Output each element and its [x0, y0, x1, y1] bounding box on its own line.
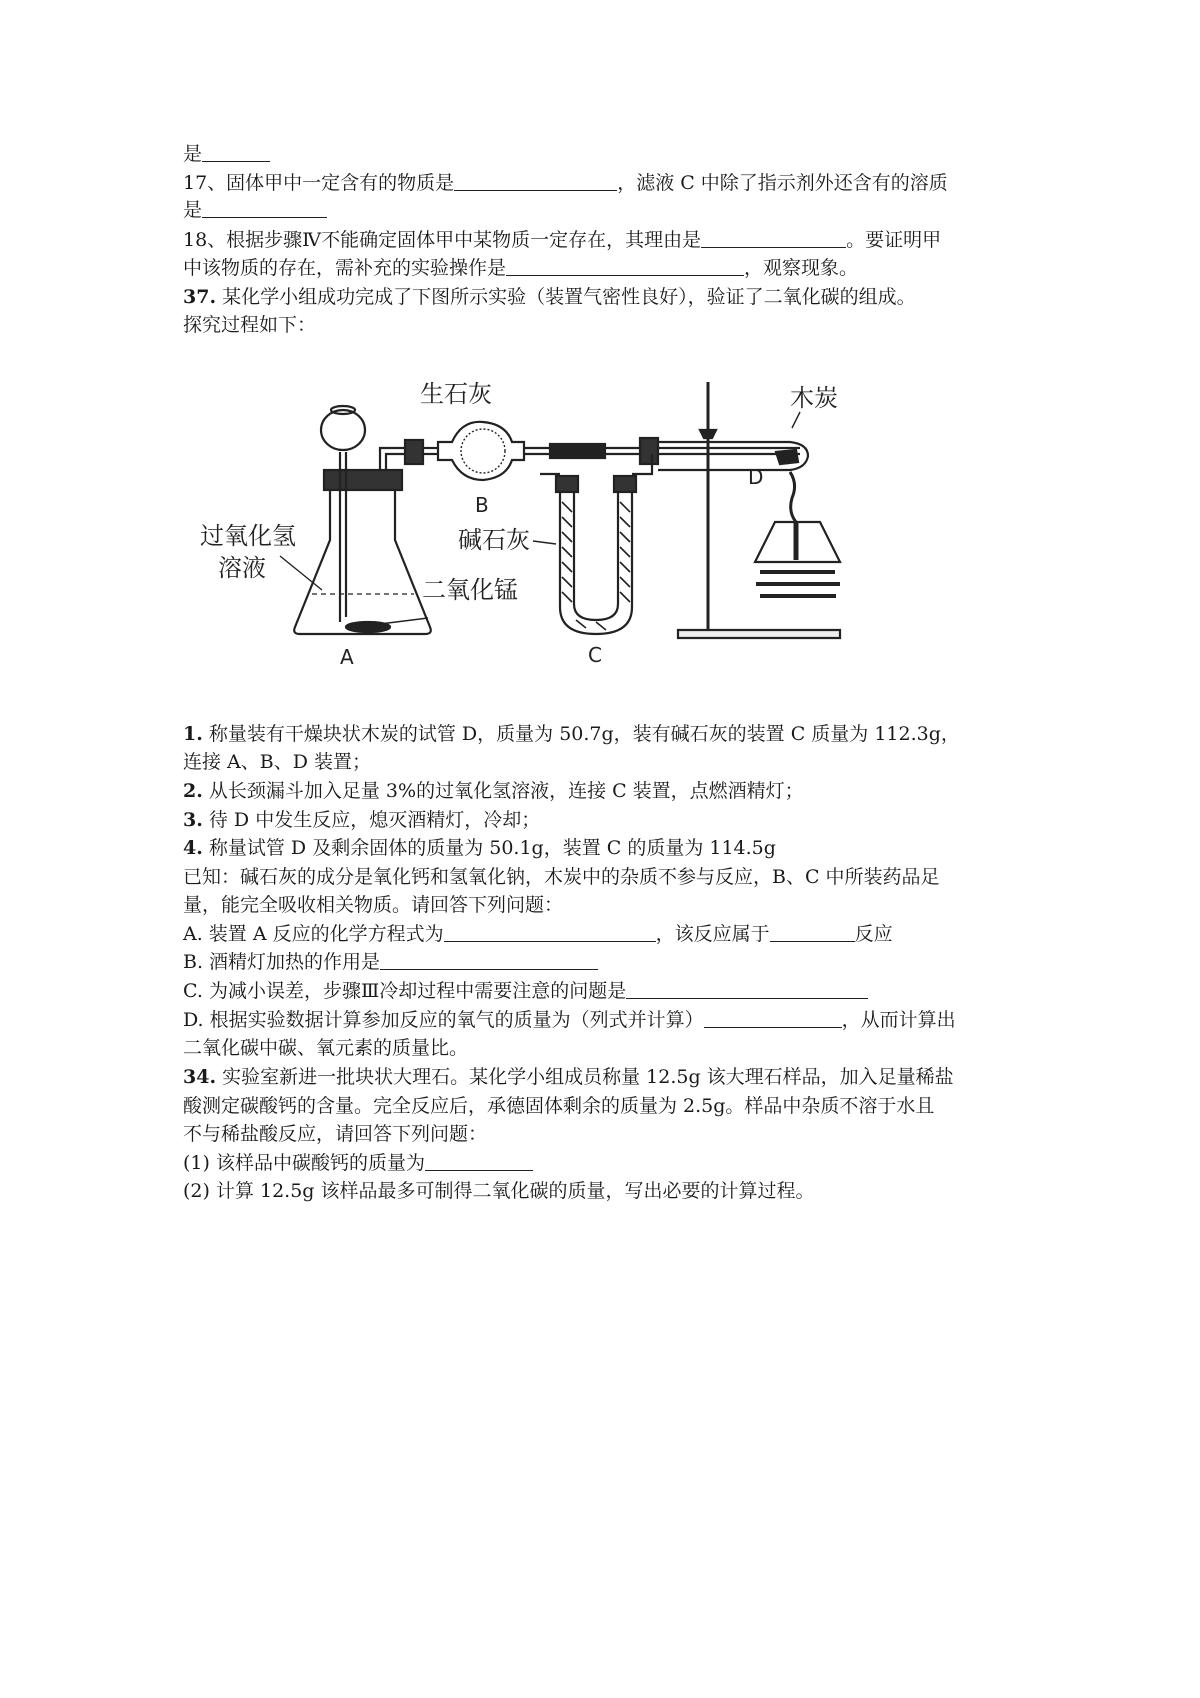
label-b: B	[475, 493, 489, 517]
line-q34-p2	[183, 1179, 815, 1203]
answer-blank[interactable]	[506, 257, 744, 276]
answer-blank[interactable]	[202, 143, 270, 162]
line-q18-cont	[183, 256, 858, 280]
line-q18	[183, 228, 941, 252]
line-qa	[183, 922, 893, 946]
answer-blank[interactable]	[770, 923, 855, 942]
text: ，观察现象。	[744, 257, 859, 279]
drying-tube-b	[438, 422, 524, 480]
step-number: 4.	[183, 837, 203, 859]
text: 称量试管 D 及剩余固体的质量为 50.1g，装置 C 的质量为 114.5g	[202, 837, 776, 859]
text: 称量装有干燥块状木炭的试管 D，质量为 50.7g，装有碱石灰的装置 C 质量为 112.3g，	[202, 723, 960, 745]
line-step1-cont	[183, 750, 371, 774]
text: 已知：碱石灰的成分是氧化钙和氢氧化钠，木炭中的杂质不参与反应，B、C 中所装药品足	[183, 866, 940, 888]
text: 待 D 中发生反应，熄灭酒精灯，冷却；	[202, 809, 541, 831]
answer-blank[interactable]	[202, 199, 327, 218]
text: 中该物质的存在，需补充的实验操作是	[183, 257, 507, 279]
line-step4	[183, 836, 776, 860]
line-qc	[183, 979, 868, 1003]
answer-blank[interactable]	[380, 951, 598, 970]
question-number: 34.	[183, 1066, 217, 1088]
text: 17、固体甲中一定含有的物质是	[183, 172, 455, 194]
line-q37-cont	[183, 313, 316, 337]
conical-flask-a	[294, 487, 431, 634]
line-step3	[183, 808, 540, 832]
quicklime-granules	[461, 429, 505, 473]
label-soda-lime: 碱石灰	[458, 526, 530, 554]
step-number: 3.	[183, 809, 203, 831]
answer-blank[interactable]	[425, 1152, 533, 1171]
clamp-screw	[700, 430, 716, 438]
line-q34-3	[183, 1122, 487, 1146]
step-number: 1.	[183, 723, 203, 745]
apparatus-diagram	[200, 372, 960, 702]
answer-blank[interactable]	[704, 1009, 842, 1028]
line-known-1	[183, 865, 940, 889]
funnel-bulb	[321, 410, 365, 450]
line-q34-2	[183, 1094, 934, 1118]
text: 不与稀盐酸反应，请回答下列问题：	[183, 1123, 488, 1145]
line-qb	[183, 950, 598, 974]
text: 从长颈漏斗加入足量 3%的过氧化氢溶液，连接 C 装置，点燃酒精灯；	[202, 780, 804, 802]
text: C. 为减小误差，步骤Ⅲ冷却过程中需要注意的问题是	[183, 980, 627, 1002]
rubber-tube	[550, 444, 605, 458]
line-qd	[183, 1008, 956, 1032]
line-step1	[183, 722, 960, 746]
step-number: 2.	[183, 780, 203, 802]
line-q34	[183, 1065, 954, 1089]
line-q17-cont	[183, 198, 327, 222]
label-quicklime: 生石灰	[420, 380, 492, 408]
line-known-2	[183, 893, 563, 917]
text: 实验室新进一批块状大理石。某化学小组成员称量 12.5g 该大理石样品，加入足量稀盐	[216, 1066, 954, 1088]
text: ，滤液 C 中除了指示剂外还含有的溶质	[617, 172, 948, 194]
text: 二氧化碳中碳、氧元素的质量比。	[183, 1037, 469, 1059]
text: (1) 该样品中碳酸钙的质量为	[183, 1152, 425, 1174]
question-number: 37.	[183, 286, 217, 308]
iron-stand-base	[678, 630, 840, 638]
label-h2o2-1: 过氧化氢	[200, 522, 296, 550]
label-a: A	[340, 645, 354, 669]
line-step2	[183, 779, 804, 803]
text: B. 酒精灯加热的作用是	[183, 951, 381, 973]
answer-blank[interactable]	[454, 172, 617, 191]
label-h2o2-2: 溶液	[218, 554, 266, 582]
answer-blank[interactable]	[701, 229, 846, 248]
line-q37	[183, 285, 916, 309]
text: D. 根据实验数据计算参加反应的氧气的质量为（列式并计算）	[183, 1009, 704, 1031]
flask-stopper	[324, 470, 402, 490]
charcoal	[776, 450, 798, 464]
answer-blank[interactable]	[444, 923, 656, 942]
text: 是	[183, 143, 203, 165]
text: 量，能完全吸收相关物质。请回答下列问题：	[183, 894, 564, 916]
text: ，该反应属于	[655, 923, 770, 945]
line-q16-tail	[183, 142, 270, 166]
line-q17	[183, 171, 948, 195]
text: 酸测定碳酸钙的含量。完全反应后，承德固体剩余的质量为 2.5g。样品中杂质不溶于水且	[183, 1095, 935, 1117]
answer-blank[interactable]	[626, 980, 868, 999]
text: (2) 计算 12.5g 该样品最多可制得二氧化碳的质量，写出必要的计算过程。	[183, 1180, 815, 1202]
lamp-flame	[790, 472, 796, 522]
text: 反应	[854, 923, 893, 945]
label-mno2: 二氧化锰	[422, 576, 518, 604]
label-c: C	[588, 643, 602, 667]
label-d: D	[748, 465, 764, 489]
text: ，从而计算出	[841, 1009, 956, 1031]
text: 。要证明甲	[846, 229, 942, 251]
soda-lime-packing	[562, 502, 630, 630]
text: A. 装置 A 反应的化学方程式为	[183, 923, 444, 945]
line-q34-p1	[183, 1151, 533, 1175]
label-charcoal: 木炭	[790, 384, 838, 412]
text: 连接 A、B、D 装置；	[183, 751, 371, 773]
text: 探究过程如下：	[183, 314, 317, 336]
text: 是	[183, 199, 203, 221]
text: 某化学小组成功完成了下图所示实验（装置气密性良好），验证了二氧化碳的组成。	[216, 286, 916, 308]
text: 18、根据步骤Ⅳ不能确定固体甲中某物质一定存在，其理由是	[183, 229, 702, 251]
line-qd-cont	[183, 1036, 468, 1060]
